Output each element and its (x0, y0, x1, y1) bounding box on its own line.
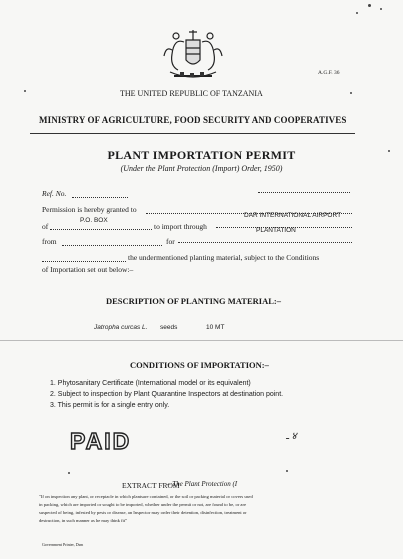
paid-stamp: PAID (70, 428, 132, 454)
fold-line (0, 340, 403, 341)
scan-speck (68, 472, 70, 474)
ministry-heading: MINISTRY OF AGRICULTURE, FOOD SECURITY AND COOPERATIVES (39, 115, 347, 125)
material-text-2: of Importation set out below:– (42, 265, 134, 274)
from-label: from (42, 237, 57, 246)
scan-speck (380, 8, 382, 10)
for-label: for (166, 237, 175, 246)
material-quantity: 10 MT (206, 324, 225, 331)
extract-label: EXTRACT FROM (122, 481, 180, 490)
extract-source: – The Plant Protection (I (167, 480, 238, 488)
condition-item: 3. This permit is for a single entry only. (50, 402, 170, 409)
republic-heading: THE UNITED REPUBLIC OF TANZANIA (120, 89, 263, 98)
condition-item: 1. Phytosanitary Certificate (International model or its equivalent) (50, 380, 251, 387)
material-text: the undermentioned planting material, subject to the Conditions (128, 253, 320, 262)
date-field[interactable] (258, 192, 350, 193)
footnote-line: destruction, in such manner as he may think fit” (39, 518, 128, 523)
address-value: P.O. BOX (80, 217, 108, 224)
description-heading: DESCRIPTION OF PLANTING MATERIAL:– (106, 296, 281, 306)
scan-speck (286, 470, 288, 472)
condition-item: 2. Subject to inspection by Plant Quarantine Inspectors at destination point. (50, 391, 284, 398)
address-field[interactable] (50, 229, 152, 230)
permission-label: Permission is hereby granted to (42, 205, 137, 214)
purpose-field[interactable] (178, 242, 352, 243)
scan-speck (356, 12, 358, 14)
material-ref-field[interactable] (42, 261, 126, 262)
footnote-line: suspected of being, infested by pests or disease, an Inspector may order their detention, disinfection, treatment or (39, 510, 247, 515)
separator-line (30, 133, 355, 134)
form-code: A.G.F. 36 (318, 70, 340, 76)
permit-title: PLANT IMPORTATION PERMIT (107, 148, 296, 162)
footnote-line: in packing, which are imported or sought to be imported, whether under the permit or not, are found to be, or are (39, 502, 247, 507)
ref-field[interactable] (72, 197, 128, 198)
footnote-line: "If on inspection any plant, or receptacle in which plantsare contained, or the soil or packing material or covers used (39, 494, 253, 499)
purpose-value: PLANTATION (256, 227, 296, 234)
scan-speck (24, 90, 26, 92)
material-kind: seeds (160, 324, 178, 331)
port-of-entry-value: DAR INTERNATIONAL AIRPORT (244, 212, 342, 219)
of-label: of (42, 222, 49, 231)
origin-field[interactable] (62, 245, 162, 246)
scan-speck (350, 92, 352, 94)
printer-mark: Government Printer, Dsm (42, 542, 84, 547)
scan-speck (368, 4, 371, 7)
conditions-heading: CONDITIONS OF IMPORTATION:– (130, 360, 269, 370)
ref-label: Ref. No. (42, 189, 67, 198)
import-through-label: to import through (154, 222, 207, 231)
handwritten-mark: ـ ४ (286, 431, 297, 442)
coat-of-arms-emblem (160, 26, 226, 84)
material-name: Jatropha curcas L. (94, 324, 148, 331)
permit-subtitle: (Under the Plant Protection (Import) Order, 1950) (120, 164, 283, 173)
